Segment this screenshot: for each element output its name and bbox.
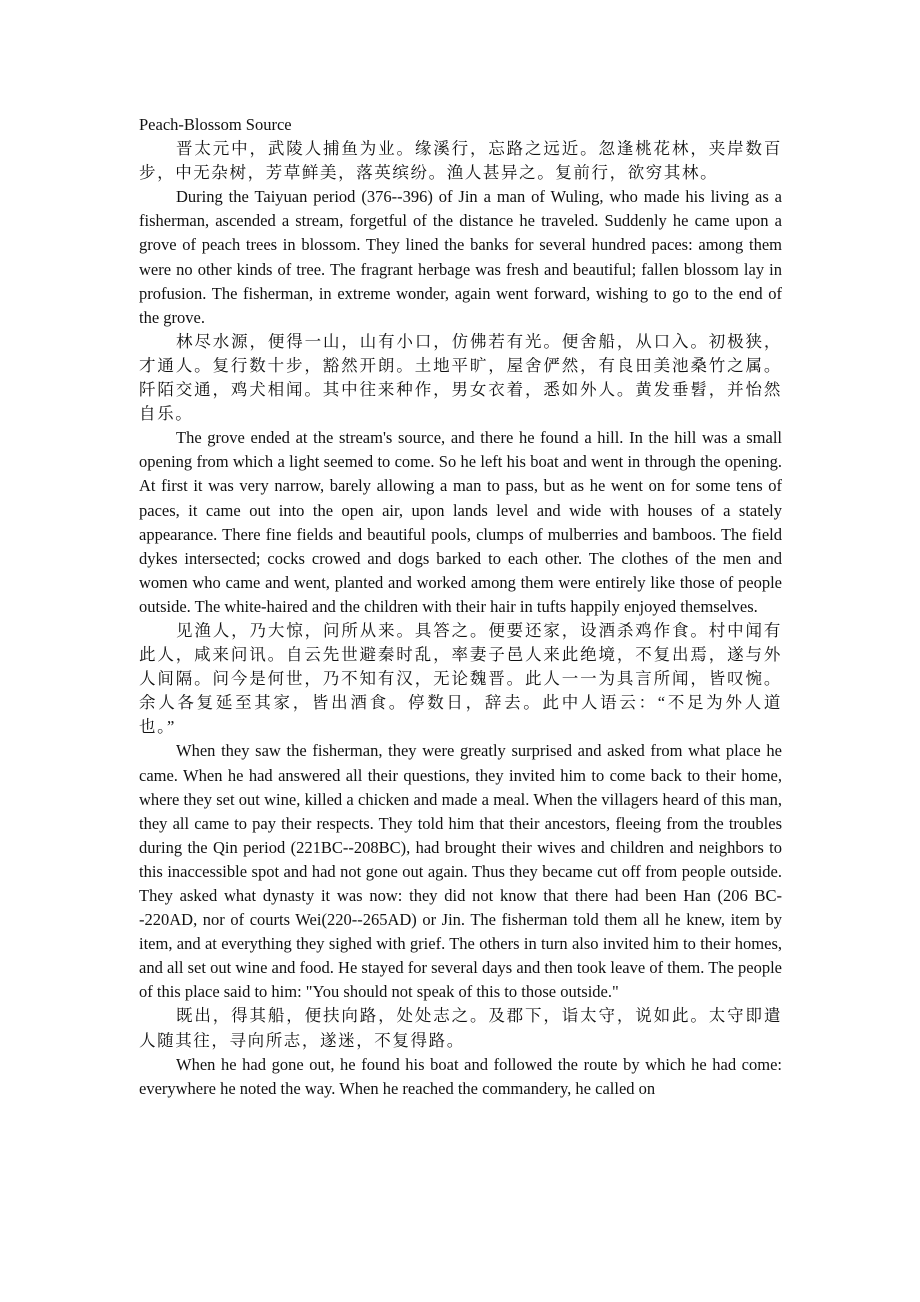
paragraph-english-3: When they saw the fisherman, they were greatly surprised and asked from what place he came. When he had answered all their questions, they invited him to come back to their home, where they set out wine, killed a chicken and made a meal. When the villagers heard of this man, they all came to pay their respects. They told him that their ancestors, fleeing from the troubles during the Qin period (221BC--208BC), had brought their wives and children and neighbors to this inaccessible spot and had not gone out again. Thus they became cut off from people outside. They asked what dynasty it was now: they did not know that there had been Han (206 BC--220AD, nor of courts Wei(220--265AD) or Jin. The fisherman told them all he knew, item by item, and at everything they sighed with grief. The others in turn also invited him to their homes, and all set out wine and food. He stayed for several days and then took leave of them. The people of this place said to him: "You should not speak of this to those outside." (139, 741, 782, 1002)
paragraph-chinese-1: 晋太元中，武陵人捕鱼为业。缘溪行，忘路之远近。忽逢桃花林，夹岸数百步，中无杂树，芳草鲜美，落英缤纷。渔人甚异之。复前行，欲穷其林。 (139, 139, 782, 183)
paragraph-chinese-2: 林尽水源，便得一山，山有小口，仿佛若有光。便舍船，从口入。初极狭，才通人。复行数十步，豁然开朗。土地平旷，屋舍俨然，有良田美池桑竹之属。阡陌交通，鸡犬相闻。其中往来种作，男女衣着，悉如外人。黄发垂髫，并怡然自乐。 (139, 331, 782, 424)
paragraph-english-2: The grove ended at the stream's source, and there he found a hill. In the hill was a small opening from which a light seemed to come. So he left his boat and went in through the opening. At first it was very narrow, barely allowing a man to pass, but as he went on for some tens of paces, it came out into the open air, upon lands level and wide with houses of a stately appearance. There fine fields and beautiful pools, clumps of mulberries and bamboos. The field dykes intersected; cocks crowed and dogs barked to each other. The clothes of the men and women who came and went, planted and worked among them were entirely like those of people outside. The white-haired and the children with their hair in tufts happily enjoyed themselves. (139, 428, 782, 616)
paragraph-english-1: During the Taiyuan period (376--396) of Jin a man of Wuling, who made his living as a fisherman, ascended a stream, forgetful of the distance he traveled. Suddenly he came upon a grove of peach trees in blossom. They lined the banks for several hundred paces: among them were no other kinds of tree. The fragrant herbage was fresh and beautiful; fallen blossom lay in profusion. The fisherman, in extreme wonder, again went forward, wishing to go to the end of the grove. (139, 187, 782, 327)
paragraph-chinese-4: 既出，得其船，便扶向路，处处志之。及郡下，诣太守，说如此。太守即遣人随其往，寻向所志，遂迷，不复得路。 (139, 1006, 782, 1050)
paragraph-chinese-3: 见渔人，乃大惊，问所从来。具答之。便要还家，设酒杀鸡作食。村中闻有此人，咸来问讯。自云先世避秦时乱，率妻子邑人来此绝境，不复出焉，遂与外人间隔。问今是何世，乃不知有汉，无论魏晋。此人一一为具言所闻，皆叹惋。余人各复延至其家，皆出酒食。停数日，辞去。此中人语云：“不足为外人道也。” (139, 620, 782, 737)
document-title: Peach-Blossom Source (139, 115, 292, 134)
paragraph-english-4: When he had gone out, he found his boat and followed the route by which he had come: everywhere he noted the way. When he reached the commandery, he called on (139, 1054, 782, 1098)
document-page (139, 113, 782, 1101)
